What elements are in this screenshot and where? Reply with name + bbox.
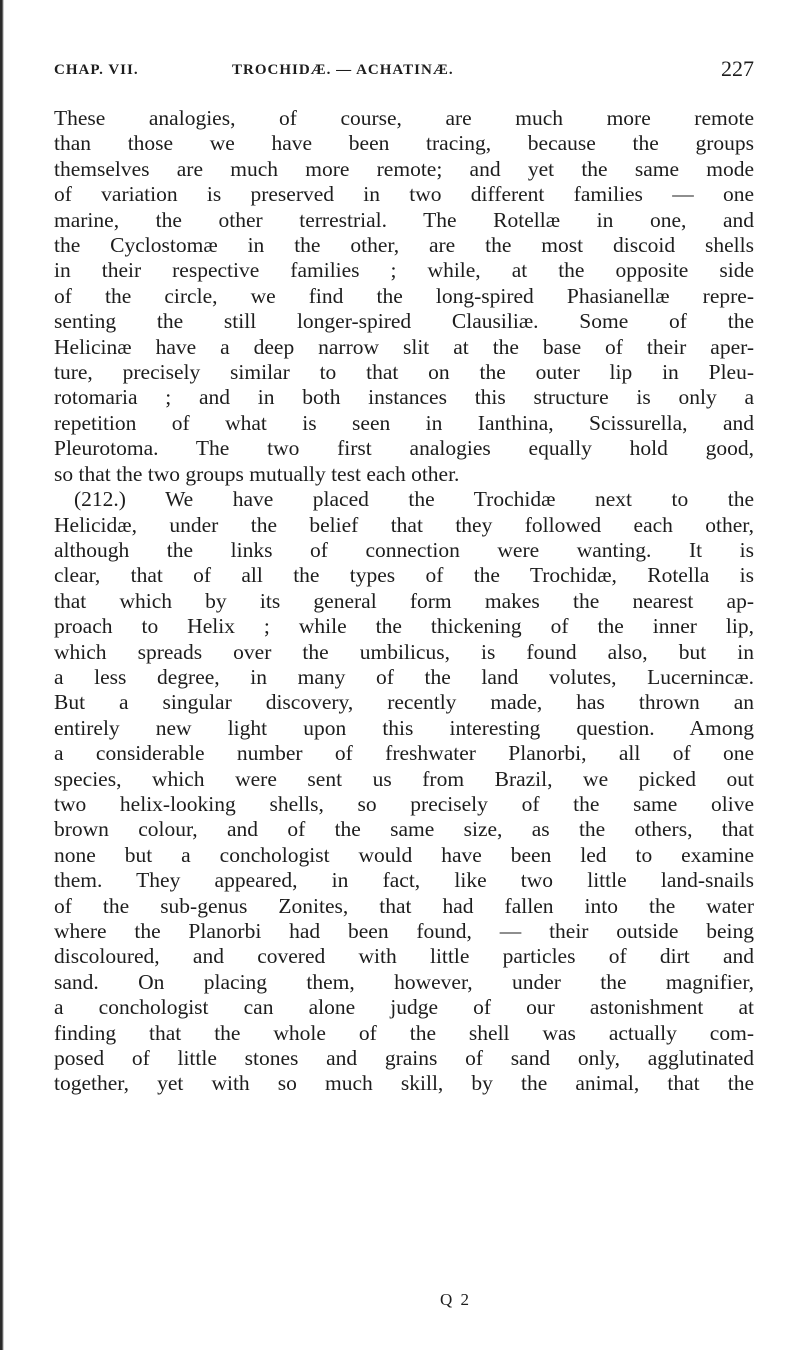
text-line: rotomaria ; and in both instances this structure is only a <box>54 385 754 410</box>
text-line: entirely new light upon this interesting question. Among <box>54 715 754 740</box>
text-line: of variation is preserved in two different families — one <box>54 182 754 207</box>
running-title: TROCHIDÆ. — ACHATINÆ. <box>232 62 454 78</box>
text-line: in their respective families ; while, at the opposite side <box>54 258 754 283</box>
text-line: which spreads over the umbilicus, is found also, but in <box>54 639 754 664</box>
text-line: ture, precisely similar to that on the outer lip in Pleu- <box>54 360 754 385</box>
text-line: together, yet with so much skill, by the animal, that the <box>54 1071 754 1096</box>
text-line: a considerable number of freshwater Planorbi, all of one <box>54 741 754 766</box>
text-line: Helicidæ, under the belief that they followed each other, <box>54 512 754 537</box>
text-line: finding that the whole of the shell was actually com- <box>54 1020 754 1045</box>
text-line: But a singular discovery, recently made, has thrown an <box>54 690 754 715</box>
text-line: none but a conchologist would have been led to examine <box>54 842 754 867</box>
text-line: species, which were sent us from Brazil, we picked out <box>54 766 754 791</box>
text-line: clear, that of all the types of the Trochidæ, Rotella is <box>54 563 754 588</box>
text-line: sand. On placing them, however, under the magnifier, <box>54 969 754 994</box>
page-edge-shadow <box>0 0 4 1350</box>
text-line: them. They appeared, in fact, like two little land-snails <box>54 868 754 893</box>
running-head <box>54 56 754 90</box>
body-text <box>54 106 754 1097</box>
text-line: marine, the other terrestrial. The Rotellæ in one, and <box>54 207 754 232</box>
text-line: brown colour, and of the same size, as the others, that <box>54 817 754 842</box>
text-line: themselves are much more remote; and yet the same mode <box>54 156 754 181</box>
text-line: two helix-looking shells, so precisely of the same olive <box>54 791 754 816</box>
text-line: that which by its general form makes the nearest ap- <box>54 588 754 613</box>
text-line: of the sub-genus Zonites, that had fallen into the water <box>54 893 754 918</box>
text-line: although the links of connection were wanting. It is <box>54 537 754 562</box>
text-line: posed of little stones and grains of sand only, agglutinated <box>54 1046 754 1071</box>
text-line: a less degree, in many of the land volutes, Lucernincæ. <box>54 664 754 689</box>
text-line: Helicinæ have a deep narrow slit at the base of their aper- <box>54 334 754 359</box>
text-line: These analogies, of course, are much more remote <box>54 106 754 130</box>
text-line: discoloured, and covered with little particles of dirt and <box>54 944 754 969</box>
text-line: Pleurotoma. The two first analogies equally hold good, <box>54 436 754 461</box>
signature-mark: Q 2 <box>440 1290 472 1309</box>
text-line: a conchologist can alone judge of our astonishment at <box>54 995 754 1020</box>
chapter-label: CHAP. VII. <box>54 62 139 78</box>
text-line: senting the still longer-spired Clausiliæ. Some of the <box>54 309 754 334</box>
paragraph-start-line: (212.) We have placed the Trochidæ next to the <box>74 487 754 512</box>
text-line: of the circle, we find the long-spired Phasianellæ repre- <box>54 283 754 308</box>
text-line: repetition of what is seen in Ianthina, Scissurella, and <box>54 410 754 435</box>
text-line: where the Planorbi had been found, — their outside being <box>54 919 754 943</box>
text-line: the Cyclostomæ in the other, are the most discoid shells <box>54 233 754 258</box>
page-number: 227 <box>721 56 754 81</box>
text-line: so that the two groups mutually test each other. <box>54 461 460 486</box>
text-line: than those we have been tracing, because the groups <box>54 131 754 156</box>
text-line: proach to Helix ; while the thickening of the inner lip, <box>54 614 754 639</box>
